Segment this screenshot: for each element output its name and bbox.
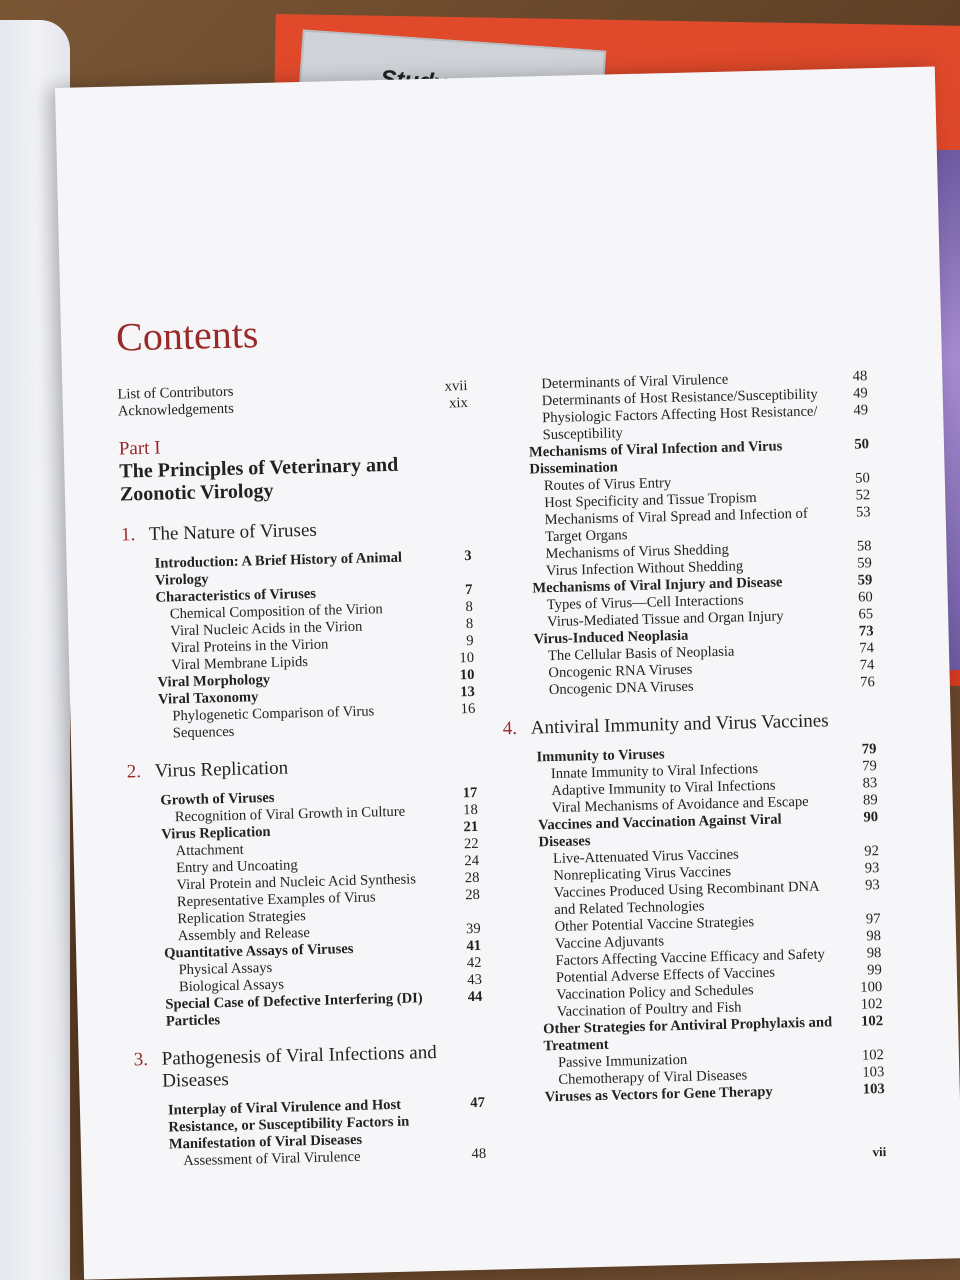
toc-entry-title: Viral Morphology [157, 671, 271, 691]
toc-entry-title: Phylogenetic Comparison of Virus Sequences [172, 703, 375, 742]
toc-entry-title: Quantitative Assays of Viruses [163, 940, 354, 962]
page-number: vii [872, 1144, 887, 1160]
toc-entry-page: 28 [464, 869, 480, 887]
chapter-block [126, 753, 482, 1031]
chapter-title: Antiviral Immunity and Virus Vaccines [530, 710, 829, 739]
toc-entry-page: 50 [854, 436, 870, 453]
toc-entry-title: Growth of Viruses [160, 789, 275, 809]
toc-entry-title: List of Contributors [117, 383, 234, 403]
toc-entry-page: 59 [857, 572, 873, 589]
toc-entry-page: xvii [444, 378, 468, 395]
toc-entry-title: Vaccines Produced Using Recombinant DNA and Related Technologies [553, 878, 820, 919]
toc-entry-title: Assessment of Viral Virulence [183, 1148, 361, 1170]
toc-entry-title: Introduction: A Brief History of Animal Virology [154, 549, 403, 589]
toc-entry [125, 701, 476, 744]
toc-entry [135, 1095, 486, 1155]
toc-entry-page: 93 [864, 860, 880, 877]
toc-entry-title: Acknowledgements [117, 400, 235, 420]
toc-entry-page: 103 [862, 1064, 885, 1081]
chapter-number: 4. [502, 717, 518, 740]
toc-entry-title: Vaccines and Vaccination Against Viral Diseases [537, 811, 782, 851]
toc-entry-title: Viruses as Vectors for Gene Therapy [544, 1083, 773, 1106]
toc-entry-title: Biological Assays [178, 976, 285, 996]
right-column [502, 368, 885, 1106]
chapter-title: The Nature of Viruses [148, 519, 318, 545]
toc-entry-title: Viral Proteins in the Virion [170, 636, 329, 657]
toc-entry-title: Mechanisms of Viral Spread and Infection of Target Organs [544, 505, 808, 546]
toc-entry-page: 7 [464, 581, 473, 599]
toc-entry-title: Viral Mechanisms of Avoidance and Escape [551, 793, 809, 817]
toc-entry-page: 100 [860, 979, 883, 996]
toc-entry-title: Oncogenic DNA Viruses [548, 678, 694, 699]
toc-entry-page: 52 [855, 487, 871, 504]
toc-entry-title: Other Strategies for Antiviral Prophylaxis and Treatment [542, 1014, 833, 1055]
toc-entry-title: Physiologic Factors Affecting Host Resistance/ Susceptibility [542, 403, 818, 444]
chapter-number: 2. [126, 761, 142, 783]
toc-entry-page: 49 [852, 385, 868, 402]
toc-entry-title: Recognition of Viral Growth in Culture [174, 803, 406, 826]
toc-entry-page: 47 [470, 1094, 486, 1112]
chapter-number: 1. [120, 524, 136, 546]
toc-entry-page: 43 [467, 971, 483, 989]
chapter-heading [503, 709, 876, 740]
part-title: The Principles of Veterinary and Zoonotic Virology [119, 453, 399, 506]
toc-entry-page: 10 [459, 666, 475, 684]
toc-entry-page: 83 [862, 775, 878, 792]
toc-entry-page: 22 [463, 835, 479, 853]
chapter-list-left [121, 516, 487, 1171]
toc-entry-title: Interplay of Viral Virulence and Host Resistance, or Susceptibility Factors in Manifestation of Viral Diseases [167, 1096, 410, 1153]
toc-entry-page: 92 [864, 843, 880, 860]
toc-entry-page: 44 [467, 988, 483, 1006]
toc-entry-title: Mechanisms of Viral Infection and Virus Dissemination [528, 438, 783, 478]
toc-entry-page: 74 [859, 657, 875, 674]
toc-entry-title: Determinants of Host Resistance/Susceptibility [541, 386, 818, 410]
toc-entry-page: 93 [864, 877, 880, 894]
toc-entry-page: 41 [466, 937, 482, 955]
toc-entry-page: 103 [862, 1081, 885, 1098]
toc-entry-title: Vaccine Adjuvants [554, 933, 665, 953]
toc-entry-page: 50 [854, 470, 870, 487]
toc-entry-title: Assembly and Release [177, 925, 311, 945]
left-column [117, 378, 486, 1171]
toc-entry-page: 73 [858, 623, 874, 640]
toc-entry-page: 65 [858, 606, 874, 623]
toc-entry-page: 99 [867, 962, 882, 979]
toc-entry-page: 76 [859, 674, 875, 691]
toc-entry-page: 98 [866, 928, 882, 945]
toc-entry-title: Host Specificity and Tissue Tropism [544, 489, 757, 512]
toc-entry-title: Viral Nucleic Acids in the Virion [170, 618, 363, 640]
toc-entry-title: Mechanisms of Viral Injury and Disease [532, 574, 783, 597]
toc-entry-page: 39 [465, 920, 481, 938]
toc-entry-title: Oncogenic RNA Viruses [548, 661, 693, 682]
page-title: Contents [115, 310, 259, 360]
toc-entry-page: 13 [460, 683, 476, 701]
toc-entry-page: 3 [464, 547, 472, 565]
toc-entry-title: Live-Attenuated Virus Vaccines [552, 846, 739, 868]
toc-entry-page: 21 [463, 818, 479, 836]
toc-entry-title: Virus Infection Without Shedding [545, 558, 744, 580]
toc-entry-page: 89 [862, 792, 878, 809]
toc-entry-title: The Cellular Basis of Neoplasia [547, 643, 735, 665]
chapter-heading [134, 1041, 485, 1094]
toc-entry-title: Representative Examples of Virus Replication Strategies [176, 889, 376, 928]
chapter-heading [126, 753, 476, 784]
toc-entry-page: xix [448, 395, 469, 412]
toc-entry-page: 17 [462, 784, 478, 802]
toc-entry-title: Determinants of Viral Virulence [541, 371, 729, 393]
part-label: Part I [118, 437, 161, 460]
chapter-heading [121, 516, 471, 547]
toc-entry-title: Viral Taxonomy [157, 689, 259, 708]
toc-entry-title: Innate Immunity to Viral Infections [550, 761, 759, 783]
toc-entry-title: Immunity to Viruses [536, 746, 665, 766]
toc-entry-page: 16 [460, 700, 476, 718]
chapter-title: Virus Replication [154, 757, 289, 782]
chapter-list-right [502, 368, 885, 1106]
toc-entry-title: Viral Protein and Nucleic Acid Synthesis [176, 871, 417, 894]
chapter-block [134, 1041, 487, 1172]
toc-entry-title: Types of Virus—Cell Interactions [546, 592, 744, 614]
toc-entry-page: 8 [465, 615, 474, 633]
toc-entry-title: Virus-Mediated Tissue and Organ Injury [547, 608, 784, 631]
toc-entry-page: 9 [466, 632, 474, 650]
toc-entry-title: Nonreplicating Virus Vaccines [553, 863, 732, 885]
chapter-block-continued [522, 368, 875, 699]
toc-entry-page: 79 [862, 758, 878, 775]
toc-entry-page: 24 [464, 852, 480, 870]
toc-entry-title: Factors Affecting Vaccine Efficacy and Safety [555, 946, 826, 970]
toc-entry-page: 60 [857, 589, 873, 606]
toc-entry-page: 74 [859, 640, 875, 657]
toc-entry-title: Potential Adverse Effects of Vaccines [555, 964, 776, 987]
toc-entry-page: 18 [462, 801, 478, 819]
toc-entry-title: Attachment [175, 841, 244, 860]
chapter-block [121, 516, 476, 743]
chapter-block [502, 709, 885, 1106]
toc-entry-title: Virus Replication [161, 823, 271, 843]
toc-entry-title: Vaccination Policy and Schedules [556, 982, 754, 1004]
toc-entry-page: 28 [465, 886, 481, 904]
toc-entry-page: 48 [471, 1145, 487, 1163]
toc-entry-title: Vaccination of Poultry and Fish [556, 999, 742, 1021]
toc-entry-page: 10 [459, 649, 475, 667]
toc-entry-page: 48 [852, 368, 868, 385]
toc-entry-title: Routes of Virus Entry [543, 475, 672, 495]
toc-entry-page: 102 [860, 1013, 884, 1030]
toc-entry-page: 49 [853, 402, 869, 419]
toc-entry-title: Viral Membrane Lipids [170, 653, 309, 674]
toc-entry-page: 8 [465, 598, 473, 616]
toc-entry-title: Physical Assays [178, 959, 273, 979]
toc-entry-title: Chemical Composition of the Virion [169, 601, 383, 623]
toc-entry-page: 59 [857, 555, 873, 572]
toc-entry-page: 90 [863, 809, 879, 826]
chapter-number: 3. [133, 1049, 149, 1071]
toc-entry-title: Other Potential Vaccine Strategies [554, 914, 755, 936]
toc-entry-page: 58 [856, 538, 872, 555]
toc-entry-page: 102 [861, 1047, 885, 1064]
toc-entry-title: Special Case of Defective Interfering (DI) Particles [165, 990, 423, 1030]
toc-entry-page: 97 [865, 911, 881, 928]
contents-page [55, 66, 960, 1279]
toc-entry-page: 102 [860, 996, 883, 1013]
front-matter [117, 378, 468, 421]
toc-entry-title: Entry and Uncoating [175, 857, 298, 877]
chapter-title: Pathogenesis of Viral Infections and Diseases [161, 1041, 437, 1092]
toc-entry-page: 53 [855, 504, 871, 521]
toc-entry-title: Virus-Induced Neoplasia [533, 627, 689, 648]
toc-entry-title: Passive Immunization [557, 1051, 688, 1071]
toc-entry-page: 42 [466, 954, 482, 972]
toc-entry [132, 989, 483, 1032]
toc-entry-page: 98 [866, 945, 882, 962]
toc-entry-title: Chemotherapy of Viral Diseases [558, 1067, 748, 1088]
toc-entry-page: 79 [861, 741, 877, 758]
toc-entry-title: Mechanisms of Virus Shedding [545, 541, 729, 563]
toc-entry-title: Adaptive Immunity to Viral Infections [551, 777, 776, 800]
toc-entry-title: Characteristics of Viruses [155, 585, 317, 606]
